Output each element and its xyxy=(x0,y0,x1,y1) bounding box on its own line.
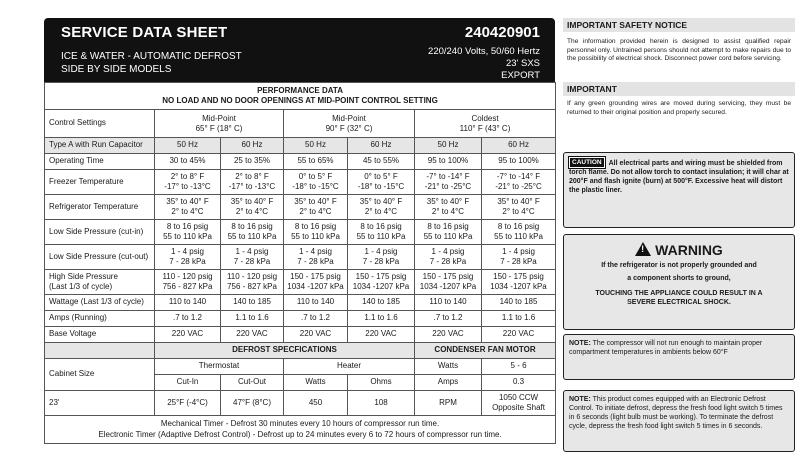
value-line: 8 to 16 psig xyxy=(166,221,209,231)
value-cell xyxy=(482,245,556,270)
value-line: 7 - 28 kPa xyxy=(297,257,334,266)
value-cell xyxy=(482,295,556,311)
fan-rpm-value xyxy=(482,391,556,416)
value-line: 150 - 175 psig xyxy=(355,271,407,281)
row-label xyxy=(45,295,155,311)
market-line: EXPORT xyxy=(501,70,540,81)
value-cell xyxy=(348,154,415,170)
warning-heading xyxy=(564,242,794,258)
value-line: 8 to 16 psig xyxy=(497,221,540,231)
value-cell xyxy=(415,138,482,154)
sheet-header xyxy=(44,18,555,82)
value-line: -21° to -25°C xyxy=(424,182,472,191)
warning-title: WARNING xyxy=(655,242,723,258)
row-label-line: Operating Time xyxy=(49,156,104,166)
value-line: 7 - 28 kPa xyxy=(169,257,206,266)
row-label xyxy=(45,327,155,343)
value-line: 220 VAC xyxy=(502,329,535,339)
right-column xyxy=(563,18,795,452)
value-cell xyxy=(415,170,482,195)
value-line: 8 to 16 psig xyxy=(294,221,337,231)
heater-watts-header: Watts xyxy=(284,375,348,391)
group-header xyxy=(155,110,284,138)
value-cell xyxy=(155,138,221,154)
value-line: 30 to 45% xyxy=(169,156,206,166)
service-data-sheet xyxy=(44,18,555,452)
row-label xyxy=(45,154,155,170)
group-temp: 90° F (32° C) xyxy=(325,123,373,133)
value-cell xyxy=(482,311,556,327)
fan-amps-label: Amps xyxy=(415,375,482,391)
value-line: 35° to 40° F xyxy=(166,196,209,206)
electronic-timer-line: Electronic Timer (Adaptive Defrost Control) - Defrost up to 24 minutes every 6 to 72 hours of compressor run time. xyxy=(98,429,502,439)
value-line: 1 - 4 psig xyxy=(502,246,535,256)
value-cell xyxy=(348,270,415,295)
cut-out-value: 47°F (8°C) xyxy=(221,391,284,416)
value-line: 55 to 110 kPa xyxy=(423,232,473,241)
performance-table xyxy=(44,82,556,444)
fan-rpm-label: RPM xyxy=(415,391,482,416)
condenser-section-title: CONDENSER FAN MOTOR xyxy=(415,343,556,359)
value-line: 220 VAC xyxy=(432,329,464,339)
cabinet-size-label: Cabinet Size xyxy=(45,359,155,391)
value-line: 756 - 827 kPa xyxy=(162,282,213,291)
value-cell xyxy=(155,270,221,295)
performance-row xyxy=(45,295,556,311)
value-cell xyxy=(415,195,482,220)
note-text: The compressor will not run enough to maintain proper compartment temperatures in ambients below 60°F xyxy=(569,340,763,356)
heater-watts-value: 450 xyxy=(284,391,348,416)
value-line: 1034 -1207 kPa xyxy=(419,282,477,291)
value-line: 1 - 4 psig xyxy=(431,246,465,256)
row-label xyxy=(45,138,155,154)
value-line: 2° to 4°C xyxy=(502,207,535,216)
value-cell xyxy=(348,245,415,270)
caution-text: All electrical parts and wiring must be shielded from torch flame. Do not allow torch to contact insulation; it will char at 200°F and flash ignite (burn) at 500°F. Excessive heat will distort the plastic liner. xyxy=(569,160,789,194)
cut-out-header: Cut-Out xyxy=(221,375,284,391)
value-cell xyxy=(284,327,348,343)
value-cell xyxy=(482,154,556,170)
size-line: 23' SXS xyxy=(505,58,540,69)
value-line: .7 to 1.2 xyxy=(173,313,202,323)
value-cell xyxy=(415,270,482,295)
value-cell xyxy=(415,245,482,270)
value-cell xyxy=(221,138,284,154)
voltage-line: 220/240 Volts, 50/60 Hertz xyxy=(428,46,540,57)
value-line: 8 to 16 psig xyxy=(427,221,469,231)
value-line: -17° to -13°C xyxy=(228,182,276,191)
value-line: 7 - 28 kPa xyxy=(362,257,400,266)
mechanical-timer-line: Mechanical Timer - Defrost 30 minutes every 10 hours of compressor run time. xyxy=(160,419,440,428)
fan-watts-label: Watts xyxy=(415,359,482,375)
value-line: 150 - 175 psig xyxy=(422,271,474,281)
value-cell xyxy=(348,138,415,154)
value-line: 8 to 16 psig xyxy=(360,221,402,231)
value-cell xyxy=(348,327,415,343)
rpm-value-line-1: 1050 CCW xyxy=(498,392,539,402)
value-cell xyxy=(284,138,348,154)
group-name: Mid-Point xyxy=(202,113,236,123)
value-cell xyxy=(221,311,284,327)
value-cell xyxy=(348,195,415,220)
performance-row xyxy=(45,327,556,343)
value-cell xyxy=(155,195,221,220)
row-label-line: Refrigerator Temperature xyxy=(49,201,139,211)
value-line: 0° to 5° F xyxy=(298,171,333,181)
value-cell xyxy=(221,170,284,195)
row-label-line: Freezer Temperature xyxy=(49,176,124,186)
value-line: 95 to 100% xyxy=(498,156,539,166)
row-label-line: Base Voltage xyxy=(49,329,97,339)
value-line: 110 to 140 xyxy=(296,297,335,307)
row-label xyxy=(45,311,155,327)
value-cell xyxy=(284,220,348,245)
value-cell xyxy=(155,170,221,195)
value-cell xyxy=(415,154,482,170)
value-line: 25 to 35% xyxy=(233,156,271,166)
group-header xyxy=(284,110,415,138)
value-line: 2° to 4°C xyxy=(431,207,465,216)
group-temp: 65° F (18° C) xyxy=(195,123,243,133)
value-cell xyxy=(482,170,556,195)
value-line: 140 to 185 xyxy=(499,297,538,307)
heater-ohms-value: 108 xyxy=(348,391,415,416)
value-cell xyxy=(482,220,556,245)
value-line: 150 - 175 psig xyxy=(290,271,341,281)
warning-line-3: TOUCHING THE APPLIANCE COULD RESULT IN A xyxy=(595,290,763,297)
caution-box xyxy=(563,152,795,228)
value-line: 55 to 110 kPa xyxy=(291,232,340,241)
value-cell xyxy=(221,295,284,311)
value-line: 1 - 4 psig xyxy=(299,246,332,256)
value-line: 110 to 140 xyxy=(168,297,207,307)
row-label xyxy=(45,195,155,220)
value-line: .7 to 1.2 xyxy=(433,313,463,323)
value-line: 7 - 28 kPa xyxy=(500,257,537,266)
value-line: 1.1 to 1.6 xyxy=(235,313,269,323)
performance-title-line-2: NO LOAD AND NO DOOR OPENINGS AT MID-POINT CONTROL SETTING xyxy=(162,96,438,105)
value-line: 55 to 65% xyxy=(297,156,334,166)
value-line: .7 to 1.2 xyxy=(301,313,330,323)
value-cell xyxy=(284,295,348,311)
value-line: 110 - 120 psig xyxy=(162,271,213,281)
value-cell xyxy=(155,154,221,170)
note-text: This product comes equipped with an Electronic Defrost Control. To initiate defrost, depress the fresh food light switch 5 times in 6 seconds (light bulb must be working). To terminate the defrost cycle, depress the fresh food light switch 5 times in 6 seconds. xyxy=(569,396,783,430)
performance-row xyxy=(45,220,556,245)
value-line: 2° to 8° F xyxy=(170,171,205,181)
value-line: 140 to 185 xyxy=(233,297,271,307)
performance-row xyxy=(45,195,556,220)
value-line: 1034 -1207 kPa xyxy=(490,282,547,291)
warning-line-2: a component shorts to ground, xyxy=(627,275,731,282)
value-line: 1034 -1207 kPa xyxy=(287,282,344,291)
value-cell xyxy=(155,327,221,343)
safety-notice-title: IMPORTANT SAFETY NOTICE xyxy=(563,18,795,32)
value-cell xyxy=(348,220,415,245)
value-line: 1.1 to 1.6 xyxy=(501,313,536,323)
value-cell xyxy=(284,270,348,295)
value-cell xyxy=(284,195,348,220)
performance-row xyxy=(45,311,556,327)
value-cell xyxy=(155,245,221,270)
row-label xyxy=(45,220,155,245)
value-cell xyxy=(284,170,348,195)
group-header xyxy=(415,110,556,138)
value-cell xyxy=(221,327,284,343)
performance-title-line-1: PERFORMANCE DATA xyxy=(257,85,343,95)
value-cell xyxy=(415,311,482,327)
value-line: 1 - 4 psig xyxy=(235,246,269,256)
value-line: 2° to 4°C xyxy=(364,207,398,216)
timer-note xyxy=(45,416,556,444)
performance-rows xyxy=(45,138,556,343)
value-line: 55 to 110 kPa xyxy=(356,232,406,241)
value-line: 2° to 4°C xyxy=(299,207,332,216)
electrical-spec xyxy=(340,46,540,82)
value-line: 8 to 16 psig xyxy=(231,221,273,231)
blank-cell xyxy=(45,343,155,359)
value-cell xyxy=(221,195,284,220)
value-line: 55 to 110 kPa xyxy=(163,232,212,241)
performance-row xyxy=(45,138,556,154)
row-label-line: Low Side Pressure (cut-out) xyxy=(49,251,149,261)
value-line: 1 - 4 psig xyxy=(171,246,204,256)
value-line: 2° to 4°C xyxy=(235,207,269,216)
row-label-line: High Side Pressure xyxy=(49,271,118,281)
model-line-1: ICE & WATER - AUTOMATIC DEFROST xyxy=(61,51,242,62)
value-cell xyxy=(348,170,415,195)
value-line: 1034 -1207 kPa xyxy=(352,282,410,291)
value-cell xyxy=(348,311,415,327)
row-label-line: Amps (Running) xyxy=(49,313,107,323)
value-line: 60 Hz xyxy=(508,140,529,150)
value-line: 220 VAC xyxy=(171,329,204,339)
note-label: NOTE: xyxy=(569,396,591,403)
row-label-line: Type A with Run Capacitor xyxy=(49,140,143,150)
value-cell xyxy=(415,220,482,245)
value-line: 55 to 110 kPa xyxy=(227,232,277,241)
thermostat-header: Thermostat xyxy=(155,359,284,375)
sheet-title: SERVICE DATA SHEET xyxy=(61,24,228,41)
performance-title xyxy=(45,83,556,110)
important-text: If any green grounding wires are moved during servicing, they must be returned to their original position and properly secured. xyxy=(567,100,791,116)
fan-watts-value: 5 - 6 xyxy=(482,359,556,375)
performance-row xyxy=(45,270,556,295)
value-line: 60 Hz xyxy=(370,140,392,150)
value-cell xyxy=(221,220,284,245)
value-line: 35° to 40° F xyxy=(230,196,274,206)
value-cell xyxy=(221,270,284,295)
row-label xyxy=(45,270,155,295)
important-title: IMPORTANT xyxy=(563,82,795,96)
value-line: 1.1 to 1.6 xyxy=(364,313,398,323)
value-cell xyxy=(482,138,556,154)
note-electronic-defrost xyxy=(563,390,795,452)
value-line: 220 VAC xyxy=(236,329,268,339)
warning-triangle-icon: ! xyxy=(635,242,651,256)
model-description xyxy=(61,50,301,76)
group-name: Coldest xyxy=(471,113,499,123)
row-label xyxy=(45,245,155,270)
group-name: Mid-Point xyxy=(332,113,366,123)
value-line: 45 to 55% xyxy=(362,156,400,166)
row-label-line: (Last 1/3 of cycle) xyxy=(49,282,113,291)
row-label-line: Wattage (Last 1/3 of cycle) xyxy=(49,297,144,307)
warning-line-1: If the refrigerator is not properly grounded and xyxy=(601,262,757,269)
value-line: 35° to 40° F xyxy=(294,196,337,206)
value-line: 0° to 5° F xyxy=(364,171,398,181)
value-line: 220 VAC xyxy=(365,329,397,339)
cut-in-value: 25°F (-4°C) xyxy=(155,391,221,416)
row-label xyxy=(45,170,155,195)
value-cell xyxy=(284,311,348,327)
value-cell xyxy=(284,154,348,170)
cut-in-header: Cut-In xyxy=(155,375,221,391)
value-cell xyxy=(415,295,482,311)
value-line: 50 Hz xyxy=(305,140,326,150)
value-line: 1 - 4 psig xyxy=(364,246,398,256)
value-line: -21° to -25°C xyxy=(495,182,542,191)
warning-line-4: SEVERE ELECTRICAL SHOCK. xyxy=(627,299,731,306)
value-line: 35° to 40° F xyxy=(426,196,470,206)
value-line: 50 Hz xyxy=(177,140,198,150)
value-line: -17° to -13°C xyxy=(164,182,211,191)
value-cell xyxy=(221,245,284,270)
value-cell xyxy=(221,154,284,170)
value-line: 2° to 4°C xyxy=(171,207,204,216)
value-line: 756 - 827 kPa xyxy=(227,282,277,291)
control-settings-label: Control Settings xyxy=(45,110,155,138)
sheet-number: 240420901 xyxy=(464,24,540,41)
value-cell xyxy=(482,195,556,220)
value-line: 95 to 100% xyxy=(427,156,469,166)
value-line: 55 to 110 kPa xyxy=(494,232,543,241)
value-cell xyxy=(284,245,348,270)
performance-row xyxy=(45,170,556,195)
performance-row xyxy=(45,154,556,170)
performance-row xyxy=(45,245,556,270)
heater-ohms-header: Ohms xyxy=(348,375,415,391)
value-line: 220 VAC xyxy=(299,329,332,339)
defrost-section-title: DEFROST SPECFICATIONS xyxy=(155,343,415,359)
value-cell xyxy=(415,327,482,343)
cabinet-size-value: 23' xyxy=(45,391,155,416)
model-line-2: SIDE BY SIDE MODELS xyxy=(61,64,172,75)
value-cell xyxy=(155,220,221,245)
value-line: -18° to -15°C xyxy=(292,182,339,191)
value-line: 140 to 185 xyxy=(362,297,400,307)
group-temp: 110° F (43° C) xyxy=(459,123,511,133)
value-line: 50 Hz xyxy=(437,140,459,150)
note-compressor xyxy=(563,334,795,380)
value-cell xyxy=(348,295,415,311)
value-line: 150 - 175 psig xyxy=(493,271,544,281)
value-line: -7° to -14° F xyxy=(496,171,541,181)
value-line: 7 - 28 kPa xyxy=(233,257,271,266)
value-cell xyxy=(155,311,221,327)
heater-header: Heater xyxy=(284,359,415,375)
value-line: 35° to 40° F xyxy=(497,196,540,206)
row-label-line: Low Side Pressure (cut-in) xyxy=(49,226,144,236)
fan-amps-value: 0.3 xyxy=(482,375,556,391)
warning-box xyxy=(563,234,795,330)
value-line: 35° to 40° F xyxy=(359,196,403,206)
value-line: 110 - 120 psig xyxy=(226,271,278,281)
value-line: -7° to -14° F xyxy=(426,171,470,181)
value-cell xyxy=(482,327,556,343)
value-line: 7 - 28 kPa xyxy=(429,257,467,266)
value-line: 60 Hz xyxy=(241,140,263,150)
value-line: 110 to 140 xyxy=(429,297,467,307)
value-line: -18° to -15°C xyxy=(357,182,405,191)
value-cell xyxy=(482,270,556,295)
note-label: NOTE: xyxy=(569,340,591,347)
caution-tag: CAUTION xyxy=(569,157,605,168)
rpm-value-line-2: Opposite Shaft xyxy=(492,403,545,412)
safety-notice-text: The information provided herein is designed to assist qualified repair personnel only. Untrained persons should not attempt to make repairs due to the possibility of electrical shock. Disconnect power cord before servicing. xyxy=(567,38,791,63)
value-line: 2° to 8° F xyxy=(235,171,269,181)
value-cell xyxy=(155,295,221,311)
